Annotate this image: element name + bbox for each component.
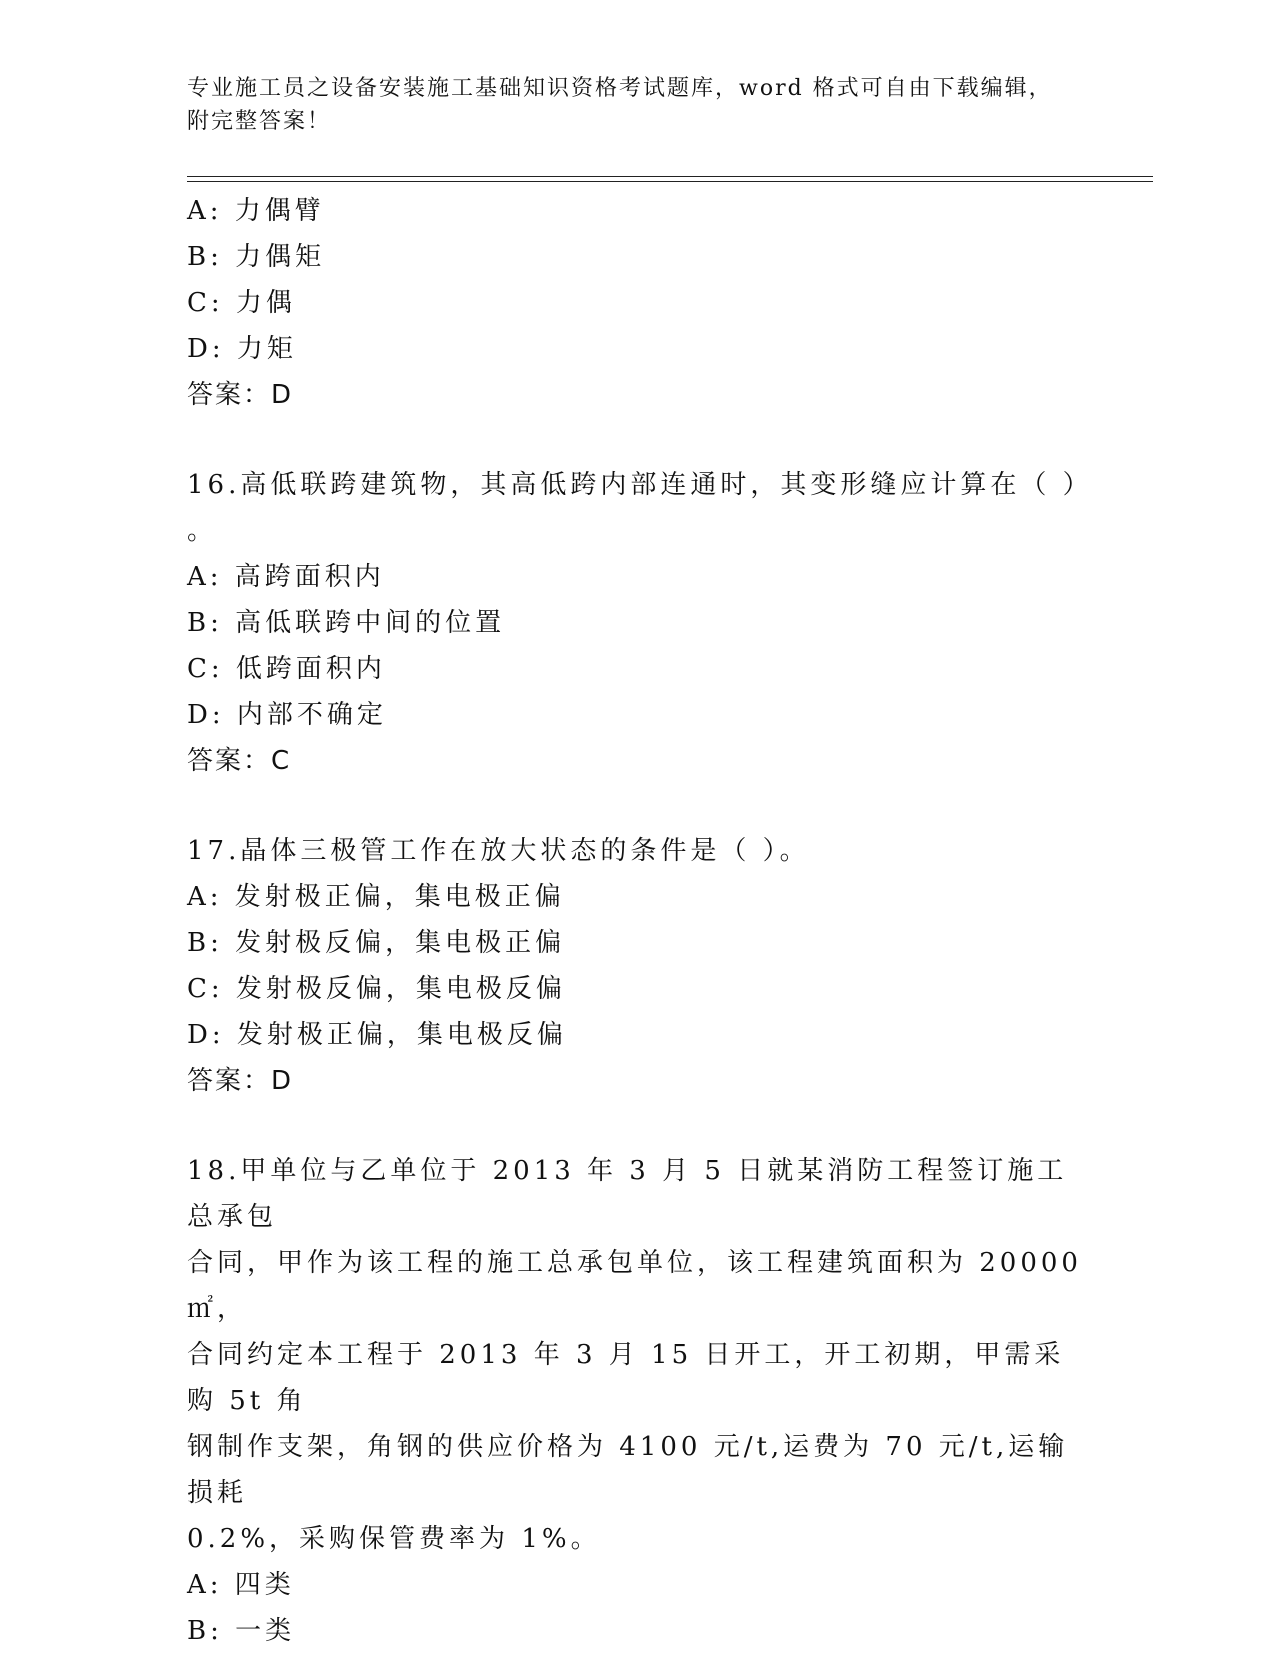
option-c: C: 发射极反偏，集电极反偏 bbox=[187, 974, 566, 1004]
option-d: D: 发射极正偏，集电极反偏 bbox=[187, 1020, 567, 1050]
option-b: B: 高低联跨中间的位置 bbox=[187, 608, 506, 638]
option-a: A: 高跨面积内 bbox=[187, 562, 385, 592]
question-18 bbox=[187, 1148, 1087, 1654]
document-header bbox=[187, 72, 1067, 138]
header-line-1: 专业施工员之设备安装施工基础知识资格考试题库，word 格式可自由下载编辑， bbox=[187, 76, 1053, 101]
question-stem: 17.晶体三极管工作在放大状态的条件是（ ）。 bbox=[187, 836, 810, 866]
question-stem-continued: 。 bbox=[187, 516, 218, 546]
option-a: A: 力偶臂 bbox=[187, 196, 325, 226]
question-stem: 16.高低联跨建筑物，其高低跨内部连通时，其变形缝应计算在（ ） bbox=[187, 470, 1093, 500]
question-stem-line: 18.甲单位与乙单位于 2013 年 3 月 5 日就某消防工程签订施工总承包 bbox=[187, 1156, 1068, 1232]
option-d: D: 内部不确定 bbox=[187, 700, 387, 730]
option-a: A: 四类 bbox=[187, 1570, 295, 1600]
option-b: B: 一类 bbox=[187, 1616, 296, 1646]
answer: 答案：D bbox=[187, 1066, 294, 1096]
question-15 bbox=[187, 188, 1087, 418]
spacer bbox=[187, 1104, 1087, 1148]
option-c: C: 低跨面积内 bbox=[187, 654, 386, 684]
question-stem-line: 钢制作支架，角钢的供应价格为 4100 元/t,运费为 70 元/t,运输损耗 bbox=[187, 1432, 1069, 1508]
option-d: D: 力矩 bbox=[187, 334, 297, 364]
header-line-2: 附完整答案！ bbox=[187, 109, 332, 134]
option-a: A: 发射极正偏，集电极正偏 bbox=[187, 882, 565, 912]
header-divider-bottom bbox=[187, 181, 1153, 182]
question-17 bbox=[187, 828, 1087, 1104]
question-16 bbox=[187, 462, 1093, 784]
spacer bbox=[187, 784, 1087, 828]
question-stem-line: 合同约定本工程于 2013 年 3 月 15 日开工，开工初期，甲需采购 5t 角 bbox=[187, 1340, 1065, 1416]
answer: 答案：C bbox=[187, 746, 292, 776]
question-content bbox=[187, 188, 1093, 1654]
spacer bbox=[187, 418, 1087, 462]
option-b: B: 力偶矩 bbox=[187, 242, 326, 272]
header-divider-top bbox=[187, 176, 1153, 177]
answer: 答案：D bbox=[187, 380, 294, 410]
question-stem-line: 0.2%，采购保管费率为 1%。 bbox=[187, 1524, 601, 1554]
question-stem-line: 合同，甲作为该工程的施工总承包单位，该工程建筑面积为 20000㎡， bbox=[187, 1248, 1082, 1324]
option-c: C: 力偶 bbox=[187, 288, 296, 318]
option-b: B: 发射极反偏，集电极正偏 bbox=[187, 928, 566, 958]
